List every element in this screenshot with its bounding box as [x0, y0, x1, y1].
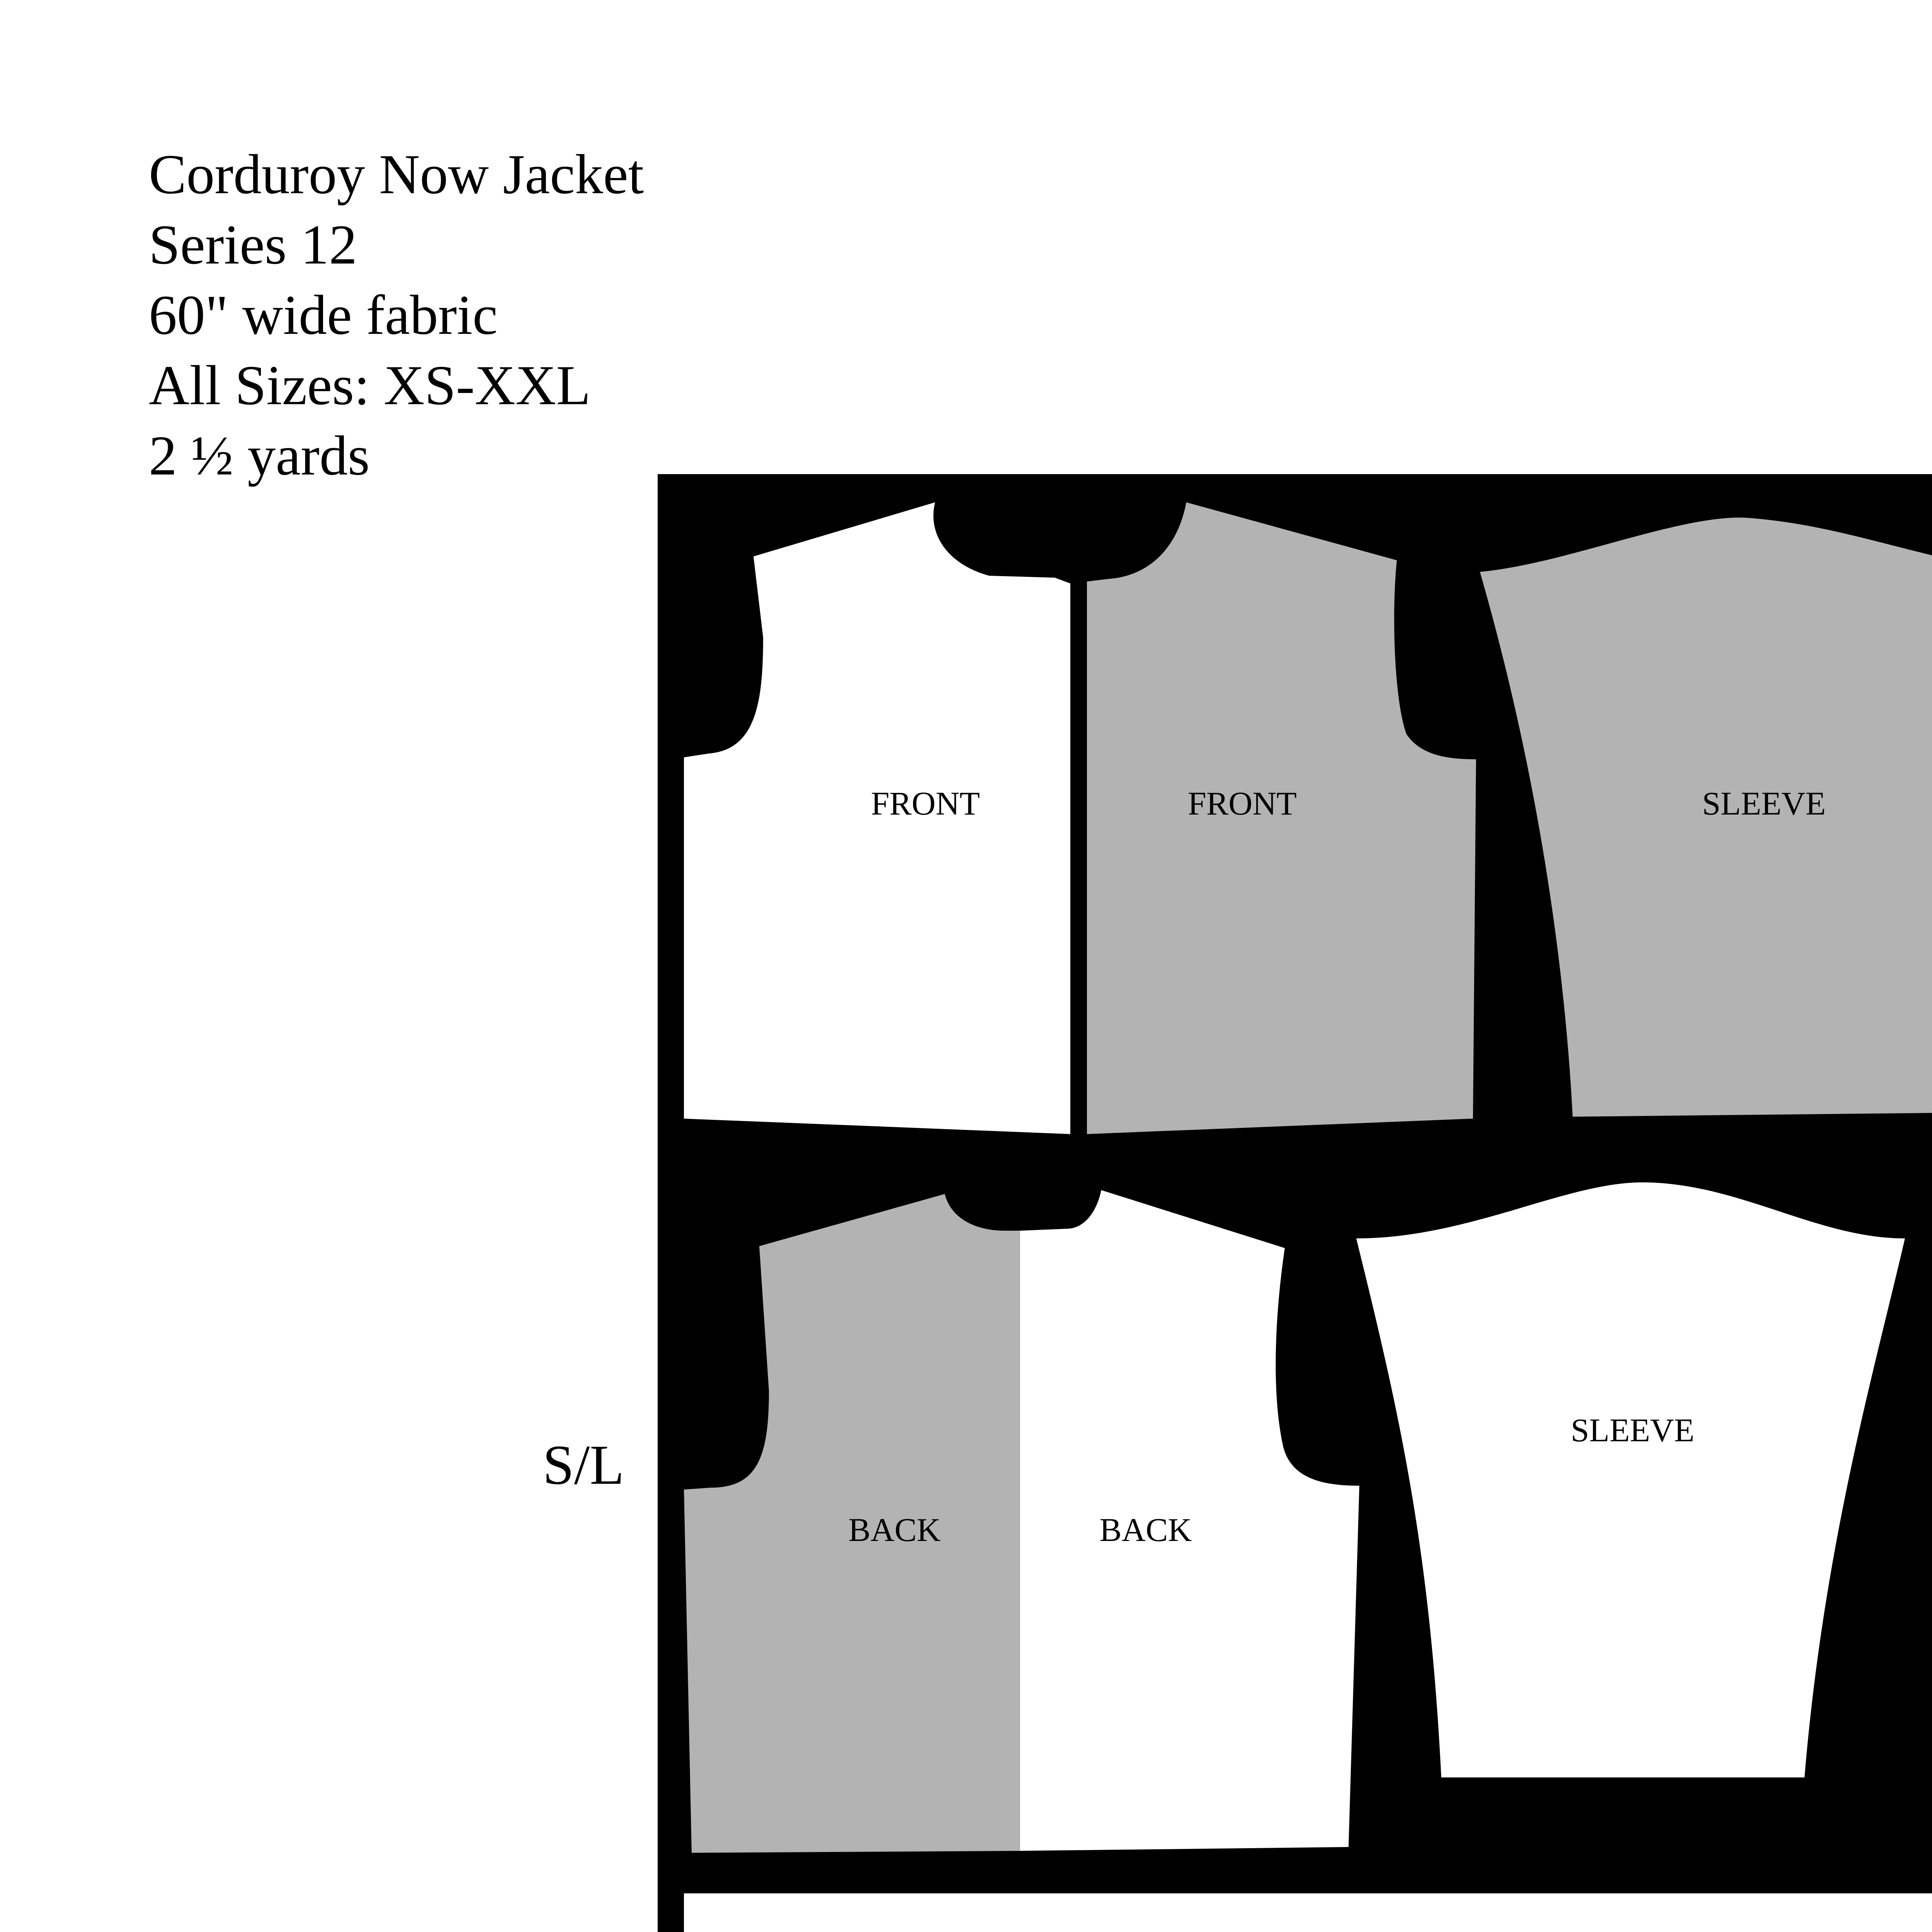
- label-sleeve-middle: SLEEVE: [1570, 1412, 1695, 1449]
- label-back-right: BACK: [1099, 1511, 1192, 1548]
- header-block: [149, 143, 644, 487]
- header-line-sizes: All Sizes: XS-XXL: [149, 354, 591, 417]
- label-sleeve-top: SLEEVE: [1702, 785, 1826, 822]
- label-front-right: FRONT: [1188, 785, 1297, 822]
- header-line-series: Series 12: [149, 213, 357, 276]
- selvage-label-left: S/L: [543, 1434, 624, 1496]
- label-back-left: BACK: [848, 1511, 941, 1548]
- label-front-left: FRONT: [871, 785, 980, 822]
- header-line-title: Corduroy Now Jacket: [149, 143, 644, 206]
- header-line-yardage: 2 ½ yards: [149, 424, 370, 487]
- header-line-fabric-width: 60" wide fabric: [149, 284, 498, 346]
- piece-bottom-band: [684, 1893, 1932, 1932]
